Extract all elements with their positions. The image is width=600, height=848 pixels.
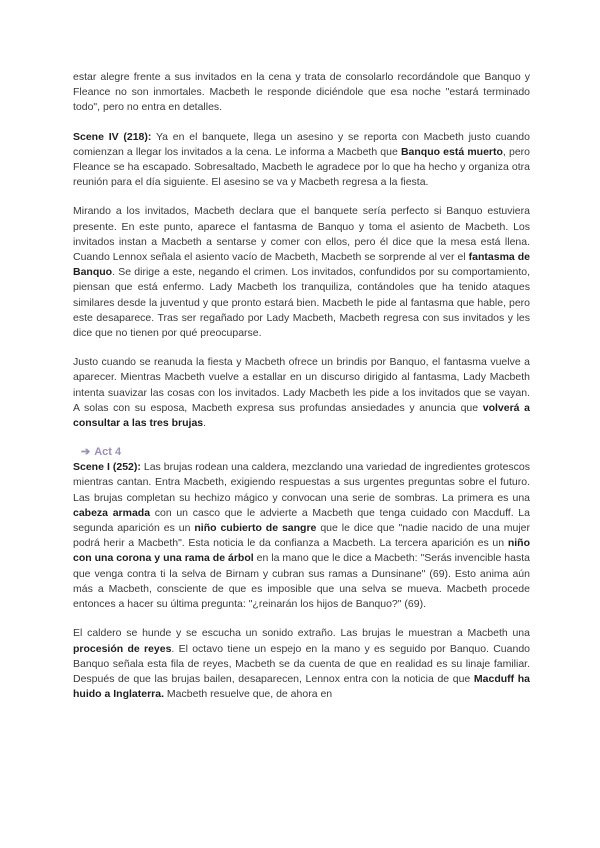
text-run: Ya en el banquete, llega un asesino y se reporta con Macbeth justo cuando comienzan a llegar los invitados a la cena. Le informa a Macbeth que [73, 130, 530, 158]
text-run: . El octavo tiene un espejo en la mano y es seguido por Banquo. Cuando Banquo señala esta fila de reyes, Macbeth se da cuenta de que en realidad es su linaje familiar. Después de que las brujas bailen, desaparecen, Lennox entra con la noticia de que [73, 642, 530, 685]
bold-phrase: Macduff ha huido a Inglaterra. [73, 672, 531, 701]
text-run: Macbeth resuelve que, de ahora en [164, 688, 333, 701]
text-run: que le dice que "nadie nacido de una mujer podrá herir a Macbeth". Esta noticia le da confianza a Macbeth. La tercera aparición es un [73, 522, 530, 550]
scene-label: Scene I (252): [73, 461, 141, 474]
paragraph-ghost-returns [73, 355, 530, 431]
act-heading-label: Act 4 [94, 446, 122, 459]
bold-phrase: fantasma de Banquo [73, 251, 530, 279]
bold-phrase: niño con una corona y una rama de árbol [73, 537, 530, 565]
scene-label: Scene IV (218): [73, 130, 152, 143]
bold-phrase: Banquo está muerto [400, 145, 503, 158]
paragraph-banquet-ghost [73, 204, 530, 341]
document-page [73, 70, 530, 716]
text-run: . [203, 417, 207, 430]
paragraph-procession-of-kings [73, 626, 530, 702]
bold-phrase: niño cubierto de sangre [194, 522, 317, 535]
text-run: Justo cuando se reanuda la fiesta y Macbeth ofrece un brindis por Banquo, el fantasma vuelve a aparecer. Mientras Macbeth vuelve a estallar en un discurso dirigido al fantasma, Lady Macbeth intenta suavizar las cosas con los invitados. Lady Macbeth les pide a los invitados que se vayan. A solas con su esposa, Macbeth expresa sus profundas ansiedades y anuncia que [73, 356, 530, 414]
text-run: estar alegre frente a sus invitados en la cena y trata de consolarlo recordándole que Banquo y Fleance no son inmortales. Macbeth le responde diciéndole que esa noche "estará terminado todo", pero no entra en detalles. [73, 71, 530, 114]
arrow-right-icon: ➔ [81, 446, 91, 459]
bold-phrase: procesión de reyes [73, 642, 172, 655]
bold-phrase: cabeza armada [73, 506, 151, 519]
text-run: El caldero se hunde y se escucha un sonido extraño. Las brujas le muestran a Macbeth una [73, 627, 530, 640]
paragraph-act4-scene1 [73, 460, 530, 612]
text-run: con un casco que le advierte a Macbeth que tenga cuidado con Macduff. La segunda aparición es un [73, 506, 530, 535]
text-run: , pero Fleance se ha escapado. Sobresaltado, Macbeth le agradece por lo que ha hecho y organiza otra reunión para el día siguiente. El asesino se va y Macbeth regresa a la fiesta. [73, 145, 530, 189]
paragraph-act3-scene3-end [73, 70, 530, 116]
act-heading [73, 445, 530, 460]
paragraph-act3-scene4 [73, 130, 530, 191]
text-run: en la mano que le dice a Macbeth: "Serás invencible hasta que venga contra ti la selva de Birnam y cubran sus ramas a Dunsinane" (69). Esto anima aún más a Macbeth, consciente de que es imposible que una selva se mueva. Macbeth procede entonces a hacer su última pregunta: "¿reinarán los hijos de Banquo?" (69). [73, 552, 530, 611]
bold-phrase: volverá a consultar a las tres brujas [73, 401, 530, 430]
text-run: . Se dirige a este, negando el crimen. Los invitados, confundidos por su comportamiento, piensan que está enfermo. Lady Macbeth los tranquiliza, contándoles que ha tenido ataques similares desde la juventud y que pronto estará bien. Macbeth le pide al fantasma que hable, pero este desaparece. Tras ser regañado por Lady Macbeth, Macbeth regresa con sus invitados y les dice que no tienen por qué preocuparse. [73, 266, 530, 340]
text-run: Mirando a los invitados, Macbeth declara que el banquete sería perfecto si Banquo estuviera presente. En este punto, aparece el fantasma de Banquo y toma el asiento de Macbeth. Los invitados instan a Macbeth a sentarse y comer con ellos, pero él dice que la mesa está llena. Cuando Lennox señala el asiento vacío de Macbeth, Macbeth se sorprende al ver el [73, 205, 530, 264]
text-run: Las brujas rodean una caldera, mezclando una variedad de ingredientes grotescos mientras cantan. Entra Macbeth, exigiendo respuestas a sus urgentes preguntas sobre el futuro. Las brujas completan su hechizo mágico y convocan una serie de sombras. La primera es una [73, 461, 530, 504]
